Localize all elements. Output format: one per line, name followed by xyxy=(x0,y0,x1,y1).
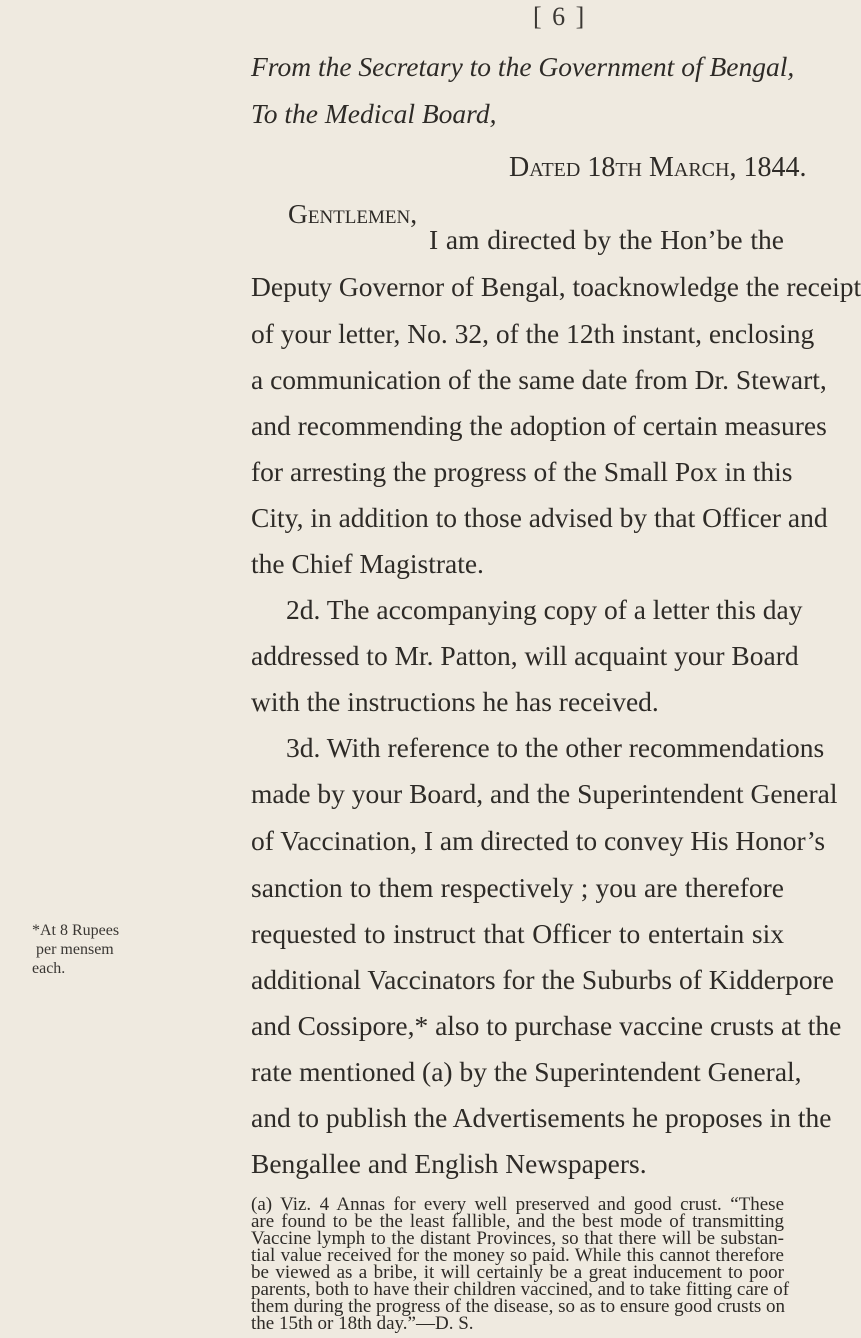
footnote-line: be viewed as a bribe, it will certainly be a great inducement to poor xyxy=(251,1262,784,1283)
footnote-line: parents, both to have their children vaccined, and to take fitting care of xyxy=(251,1279,790,1300)
body-line: rate mentioned (a) by the Superintendent General, xyxy=(251,1056,802,1087)
margin-note-line: *At 8 Rupees xyxy=(32,922,120,939)
body-line: addressed to Mr. Patton, will acquaint your Board xyxy=(251,640,799,671)
body-line: 2d. The accompanying copy of a letter this day xyxy=(286,594,803,625)
body-line: sanction to them respectively ; you are therefore xyxy=(251,872,784,903)
body-line: requested to instruct that Officer to entertain six xyxy=(251,918,784,949)
body-line: a communication of the same date from Dr. Stewart, xyxy=(251,364,827,395)
footnote-line: Vaccine lymph to the distant Provinces, so that there will be substan- xyxy=(251,1228,784,1249)
body-line: 3d. With reference to the other recommendations xyxy=(286,732,825,763)
body-line: of your letter, No. 32, of the 12th instant, enclosing xyxy=(251,318,815,349)
body-line: Bengallee and English Newspapers. xyxy=(251,1148,647,1179)
body-line: and Cossipore,* also to purchase vaccine crusts at the xyxy=(251,1010,842,1041)
footnote-line: (a) Viz. 4 Annas for every well preserved and good crust. “These xyxy=(251,1194,784,1215)
body-line: and to publish the Advertisements he proposes in the xyxy=(251,1102,832,1133)
salutation: Gentlemen, xyxy=(288,198,418,229)
footnote-line: are found to be the least fallible, and the best mode of transmitting xyxy=(251,1211,784,1232)
body-line: and recommending the adoption of certain measures xyxy=(251,410,827,441)
letter-addressee: To the Medical Board, xyxy=(251,98,497,129)
body-line: for arresting the progress of the Small Pox in this xyxy=(251,456,793,487)
dateline: Dated 18th March, 1844. xyxy=(509,152,807,183)
body-line: Deputy Governor of Bengal, toacknowledge the receipt xyxy=(251,271,861,302)
body-line: of Vaccination, I am directed to convey His Honor’s xyxy=(251,825,826,856)
body-line: with the instructions he has received. xyxy=(251,686,659,717)
body-line: made by your Board, and the Superintendent General xyxy=(251,778,838,809)
margin-note-line: per mensem xyxy=(36,941,114,958)
body-line: the Chief Magistrate. xyxy=(251,548,484,579)
page-number: [ 6 ] xyxy=(533,2,587,31)
margin-note-line: each. xyxy=(32,960,66,977)
letter-title: From the Secretary to the Government of Bengal, xyxy=(251,51,795,82)
footnote-line: tial value received for the money so paid. While this cannot therefore xyxy=(251,1245,784,1266)
footnote-line: them during the progress of the disease, so as to ensure good crusts on xyxy=(251,1296,786,1317)
body-line: City, in addition to those advised by that Officer and xyxy=(251,502,828,533)
margin-note xyxy=(32,921,227,978)
body-line: I am directed by the Hon’be the xyxy=(429,224,784,255)
body-line: additional Vaccinators for the Suburbs of Kidderpore xyxy=(251,964,834,995)
footnote-line: the 15th or 18th day.”—D. S. xyxy=(251,1313,474,1334)
